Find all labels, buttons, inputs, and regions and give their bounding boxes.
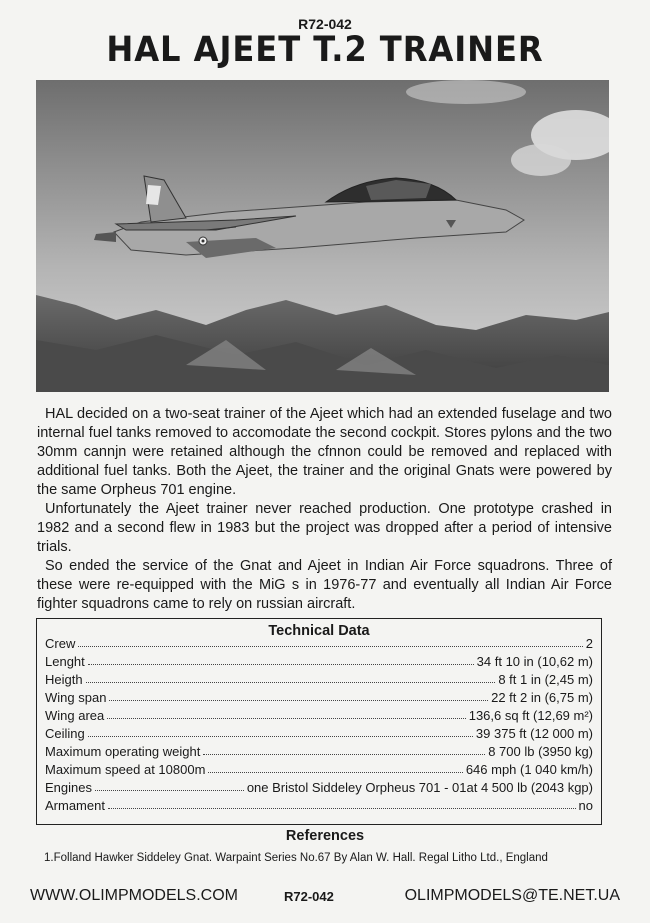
leader-dots xyxy=(208,772,462,773)
tech-value: 646 mph (1 040 km/h) xyxy=(465,762,593,777)
tech-row-length xyxy=(45,651,593,669)
technical-data-title: Technical Data xyxy=(268,623,370,639)
product-code: R72-042 xyxy=(298,16,352,32)
tech-row-ceiling xyxy=(45,723,593,741)
leader-dots xyxy=(109,700,488,701)
tech-row-armament xyxy=(45,795,593,813)
email-link[interactable]: OLIMPMODELS@TE.NET.UA xyxy=(404,887,620,904)
tech-label: Crew xyxy=(45,636,76,651)
tech-value: no xyxy=(578,798,593,813)
leader-dots xyxy=(108,808,576,809)
tech-row-height xyxy=(45,669,593,687)
website-link[interactable]: WWW.OLIMPMODELS.COM xyxy=(30,887,238,904)
tech-label: Lenght xyxy=(45,654,85,669)
tech-row-crew xyxy=(45,633,593,651)
tech-value: 34 ft 10 in (10,62 m) xyxy=(476,654,593,669)
leader-dots xyxy=(78,646,582,647)
tech-value: 136,6 sq ft (12,69 m²) xyxy=(468,708,593,723)
tech-value: 22 ft 2 in (6,75 m) xyxy=(491,690,593,705)
reference-item: 1.Folland Hawker Siddeley Gnat. Warpaint Series No.67 By Alan W. Hall. Regal Litho Ltd., England xyxy=(44,852,548,864)
tech-row-wing-area xyxy=(45,705,593,723)
leader-dots xyxy=(107,718,465,719)
tech-row-engines xyxy=(45,777,593,795)
tech-label: Armament xyxy=(45,798,105,813)
leader-dots xyxy=(86,682,496,683)
leader-dots xyxy=(95,790,244,791)
description-paragraph: HAL decided on a two-seat trainer of the Ajeet which had an extended fuselage and two internal fuel tanks removed to accomodate the second cockpit. Stores pylons and the two 30mm cannjn were retained although the cfnnon could be removed and replaced with additional fuel tanks. Both the Ajeet, the trainer and the original Gnats were powered by the same Orpheus 701 engine. xyxy=(37,406,612,498)
tech-value: 39 375 ft (12 000 m) xyxy=(475,726,593,741)
tech-row-max-speed xyxy=(45,759,593,777)
tech-value: one Bristol Siddeley Orpheus 701 - 01at 4 500 lb (2043 kgp) xyxy=(246,780,593,795)
tech-value: 8 ft 1 in (2,45 m) xyxy=(498,672,593,687)
description-paragraph: Unfortunately the Ajeet trainer never reached production. One prototype crashed in 1982 and a second flew in 1983 but the project was dropped after a period of intensive trials. xyxy=(37,501,612,555)
tech-row-max-weight xyxy=(45,741,593,759)
references-title: References xyxy=(285,828,365,844)
tech-label: Engines xyxy=(45,780,92,795)
leader-dots xyxy=(88,736,473,737)
footer-product-code: R72-042 xyxy=(284,889,334,904)
aircraft-photo-drawing xyxy=(36,80,609,392)
description xyxy=(37,405,612,614)
page-title: HAL AJEET T.2 TRAINER xyxy=(106,30,544,70)
tech-label: Wing span xyxy=(45,690,107,705)
tech-label: Ceiling xyxy=(45,726,85,741)
tech-label: Wing area xyxy=(45,708,105,723)
tech-row-wing-span xyxy=(45,687,593,705)
tech-label: Maximum operating weight xyxy=(45,744,201,759)
tech-label: Heigth xyxy=(45,672,83,687)
tech-label: Maximum speed at 10800m xyxy=(45,762,206,777)
description-paragraph: So ended the service of the Gnat and Ajeet in Indian Air Force squadrons. Three of these were re-equipped with the MiG s in 1976-77 and eventually all Indian Air Force fighter squadrons came to rely on russian aircraft. xyxy=(37,558,612,612)
footer xyxy=(30,887,620,909)
tech-value: 2 xyxy=(585,636,593,651)
aircraft-photo xyxy=(36,80,609,392)
technical-data-box xyxy=(36,618,602,825)
tech-value: 8 700 lb (3950 kg) xyxy=(488,744,593,759)
leader-dots xyxy=(88,664,474,665)
leader-dots xyxy=(203,754,485,755)
